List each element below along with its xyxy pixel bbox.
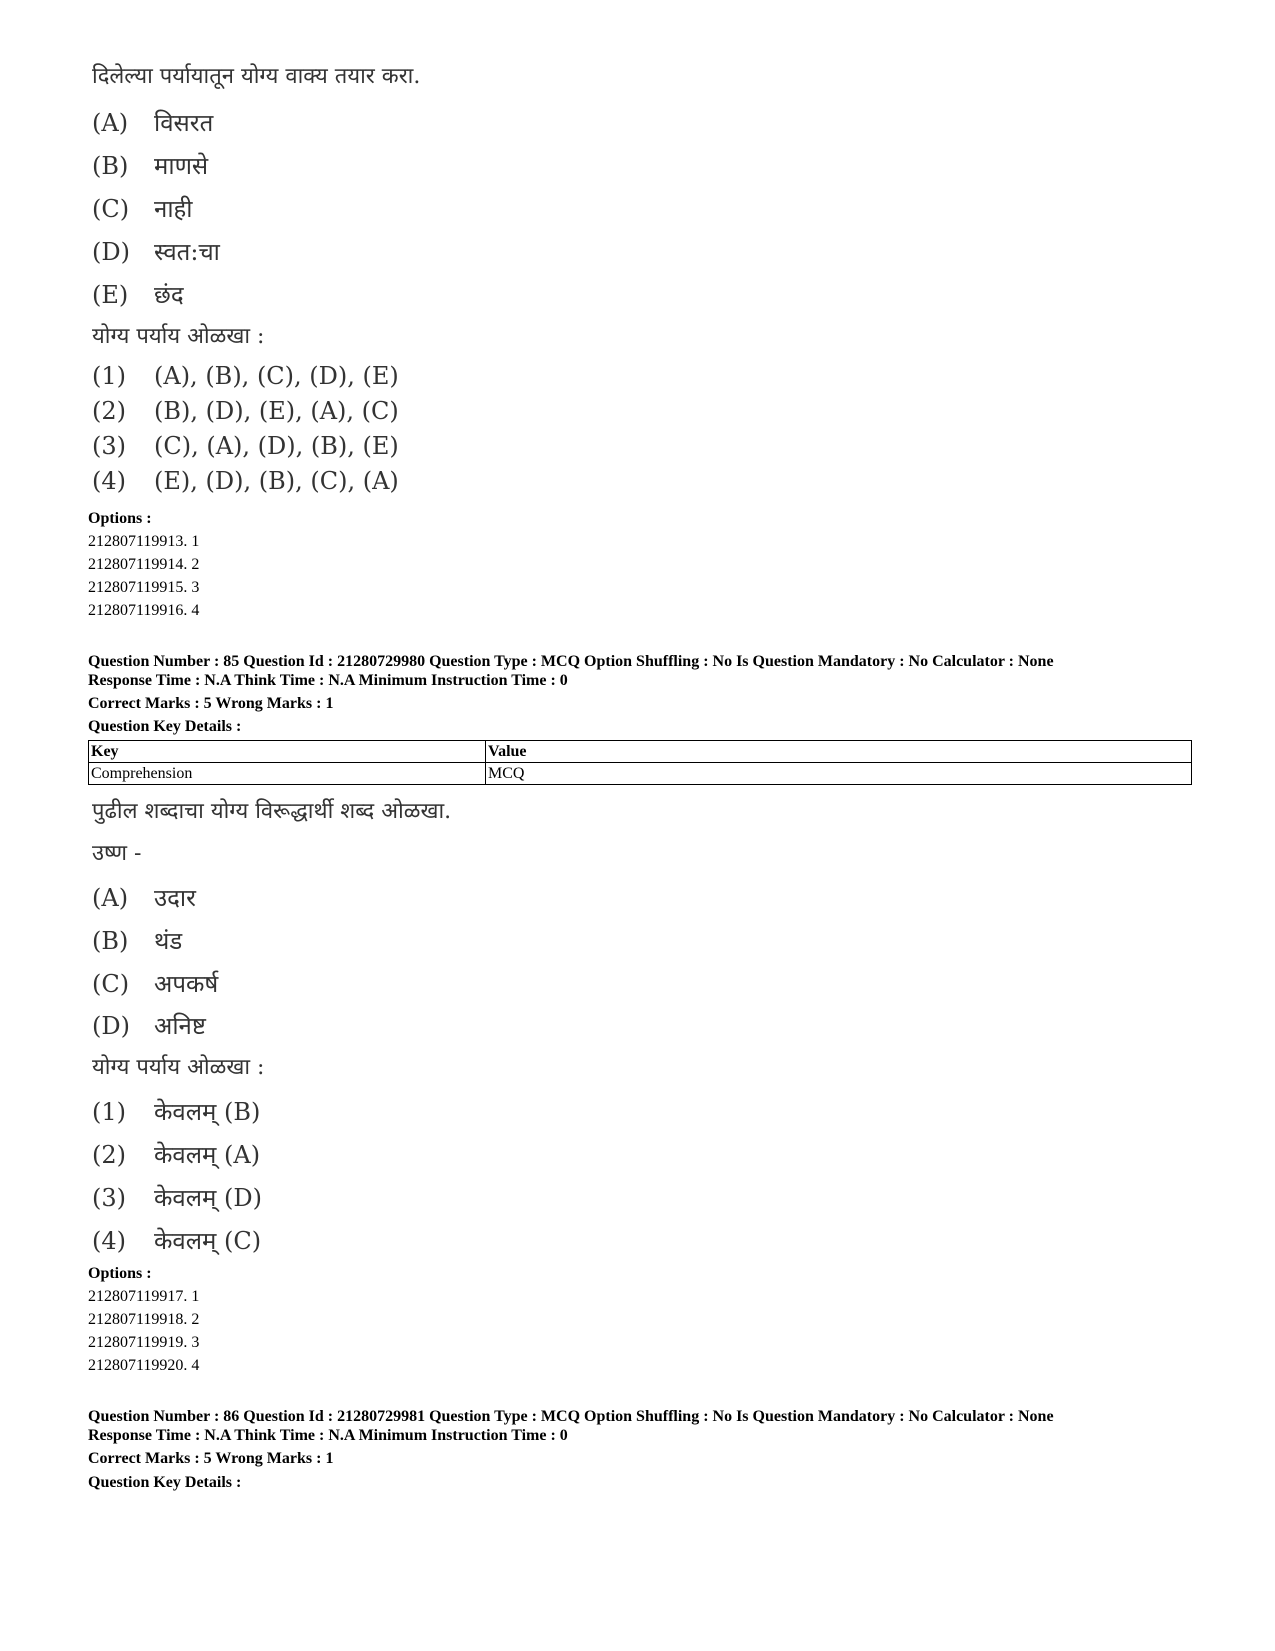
question-84-item: (A) विसरत [92,109,214,137]
options-heading: Options : [88,510,152,527]
question-85-item: (C) अपकर्ष [92,970,219,998]
question-84-choose: योग्य पर्याय ओळखा : [92,324,265,349]
question-85-stem: पुढील शब्दाचा योग्य विरूद्धार्थी शब्द ओळखा. [92,799,452,824]
question-84-item: (B) माणसे [92,152,209,180]
option-id: 212807119918. 2 [88,1311,200,1328]
option-id: 212807119920. 4 [88,1357,200,1374]
option-id: 212807119913. 1 [88,533,200,550]
question-85-choice: (4) केवलम् (C) [92,1227,262,1255]
options-heading: Options : [88,1265,152,1282]
question-85-choice: (2) केवलम् (A) [92,1141,261,1169]
question-85-meta: Question Number : 85 Question Id : 21280729980 Question Type : MCQ Option Shuffling : No Is Question Mandatory : No Calculator : None [88,653,1054,670]
table-header-key: Key [89,741,486,763]
question-86-meta: Question Number : 86 Question Id : 21280729981 Question Type : MCQ Option Shuffling : No Is Question Mandatory : No Calculator : None [88,1408,1054,1425]
table-row [89,763,1192,785]
question-86-meta-2: Response Time : N.A Think Time : N.A Minimum Instruction Time : 0 [88,1427,568,1444]
option-id: 212807119916. 4 [88,602,200,619]
question-85-choose: योग्य पर्याय ओळखा : [92,1055,265,1080]
question-84-stem: दिलेल्या पर्यायातून योग्य वाक्य तयार करा. [92,64,421,89]
question-84-item: (E) छंद [92,281,184,309]
question-84-choice: (1) (A), (B), (C), (D), (E) [92,362,399,390]
question-85-item: (D) अनिष्ट [92,1012,206,1040]
question-84-choice: (3) (C), (A), (D), (B), (E) [92,432,399,460]
question-86-marks: Correct Marks : 5 Wrong Marks : 1 [88,1450,334,1467]
table-header-value: Value [486,741,1192,763]
question-85-word: उष्ण - [92,841,142,866]
question-84-item: (D) स्वत:चा [92,238,220,266]
question-85-key-table [88,740,1192,785]
question-85-choice: (3) केवलम् (D) [92,1184,262,1212]
option-id: 212807119919. 3 [88,1334,200,1351]
question-85-meta-2: Response Time : N.A Think Time : N.A Minimum Instruction Time : 0 [88,672,568,689]
question-84-item: (C) नाही [92,195,193,223]
question-84-choice: (2) (B), (D), (E), (A), (C) [92,397,399,425]
option-id: 212807119917. 1 [88,1288,200,1305]
table-cell-key: Comprehension [89,763,486,785]
option-id: 212807119914. 2 [88,556,200,573]
question-85-item: (A) उदार [92,884,196,912]
table-cell-value: MCQ [486,763,1192,785]
question-85-choice: (1) केवलम् (B) [92,1098,261,1126]
option-id: 212807119915. 3 [88,579,200,596]
question-86-key-details: Question Key Details : [88,1474,242,1491]
question-85-marks: Correct Marks : 5 Wrong Marks : 1 [88,695,334,712]
question-84-choice: (4) (E), (D), (B), (C), (A) [92,467,399,495]
question-85-key-details: Question Key Details : [88,718,242,735]
table-header-row [89,741,1192,763]
question-85-item: (B) थंड [92,927,183,955]
